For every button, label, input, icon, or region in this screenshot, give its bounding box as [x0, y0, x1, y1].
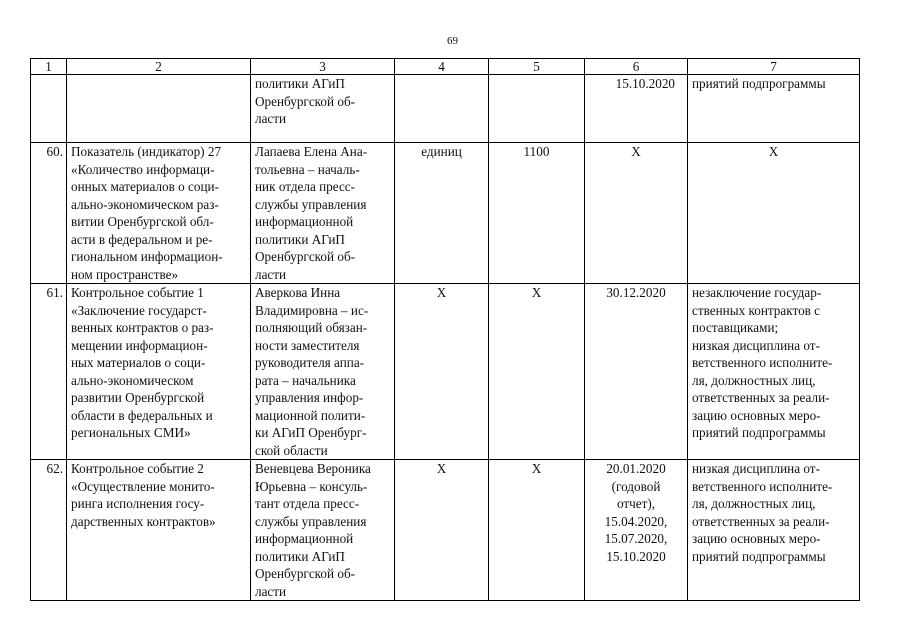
responsible-person: политики АГиП Оренбургской об- ласти	[251, 75, 395, 143]
unit: единиц	[395, 143, 489, 284]
column-number: 5	[489, 59, 585, 75]
risk-description: незаключение государ- ственных контрактов с поставщиками; низкая дисциплина от- ветственного исполните- ля, должностных лиц, ответственных за реали- зацию основных меро- приятий подпрограммы	[688, 284, 860, 460]
page-number: 69	[447, 35, 458, 47]
row-number	[31, 75, 67, 143]
unit: Х	[395, 284, 489, 460]
deadline: 15.10.2020	[585, 75, 688, 143]
program-table	[30, 58, 860, 601]
responsible-person: Лапаева Елена Ана- тольевна – началь- ник отдела пресс- службы управления информационной политики АГиП Оренбургской об- ласти	[251, 143, 395, 284]
target-value	[489, 75, 585, 143]
risk-description: приятий подпрограммы	[688, 75, 860, 143]
risk-description: низкая дисциплина от- ветственного исполните- ля, должностных лиц, ответственных за реали- зацию основных меро- приятий подпрограммы	[688, 460, 860, 601]
item-name	[67, 75, 251, 143]
target-value: 1100	[489, 143, 585, 284]
column-number: 3	[251, 59, 395, 75]
unit	[395, 75, 489, 143]
responsible-person: Аверкова Инна Владимировна – ис- полняющий обязан- ности заместителя руководителя аппа- рата – начальника управления инфор- мационной полити- ки АГиП Оренбург- ской области	[251, 284, 395, 460]
row-number: 60.	[31, 143, 67, 284]
table-row	[31, 284, 860, 460]
deadline: 20.01.2020 (годовой отчет), 15.04.2020, 15.07.2020, 15.10.2020	[585, 460, 688, 601]
table-row	[31, 75, 860, 143]
column-number-row	[31, 59, 860, 75]
deadline: Х	[585, 143, 688, 284]
risk-description: Х	[688, 143, 860, 284]
target-value: Х	[489, 460, 585, 601]
item-name: Контрольное событие 2 «Осуществление монито- ринга исполнения госу- дарственных контрактов»	[67, 460, 251, 601]
target-value: Х	[489, 284, 585, 460]
column-number: 7	[688, 59, 860, 75]
table-row	[31, 143, 860, 284]
unit: Х	[395, 460, 489, 601]
responsible-person: Веневцева Вероника Юрьевна – консуль- тант отдела пресс- службы управления информационной политики АГиП Оренбургской об- ласти	[251, 460, 395, 601]
deadline: 30.12.2020	[585, 284, 688, 460]
column-number: 2	[67, 59, 251, 75]
table-row	[31, 460, 860, 601]
item-name: Контрольное событие 1 «Заключение государст- венных контрактов о раз- мещении информацион- ных материалов о соци- ально-экономическом развитии Оренбургской области в федеральных и региональных СМИ»	[67, 284, 251, 460]
column-number: 1	[31, 59, 67, 75]
row-number: 61.	[31, 284, 67, 460]
column-number: 4	[395, 59, 489, 75]
row-number: 62.	[31, 460, 67, 601]
item-name: Показатель (индикатор) 27 «Количество информаци- онных материалов о соци- ально-экономическом раз- витии Оренбургской обл- асти в федеральном и ре- гиональном информацион- ном пространстве»	[67, 143, 251, 284]
column-number: 6	[585, 59, 688, 75]
